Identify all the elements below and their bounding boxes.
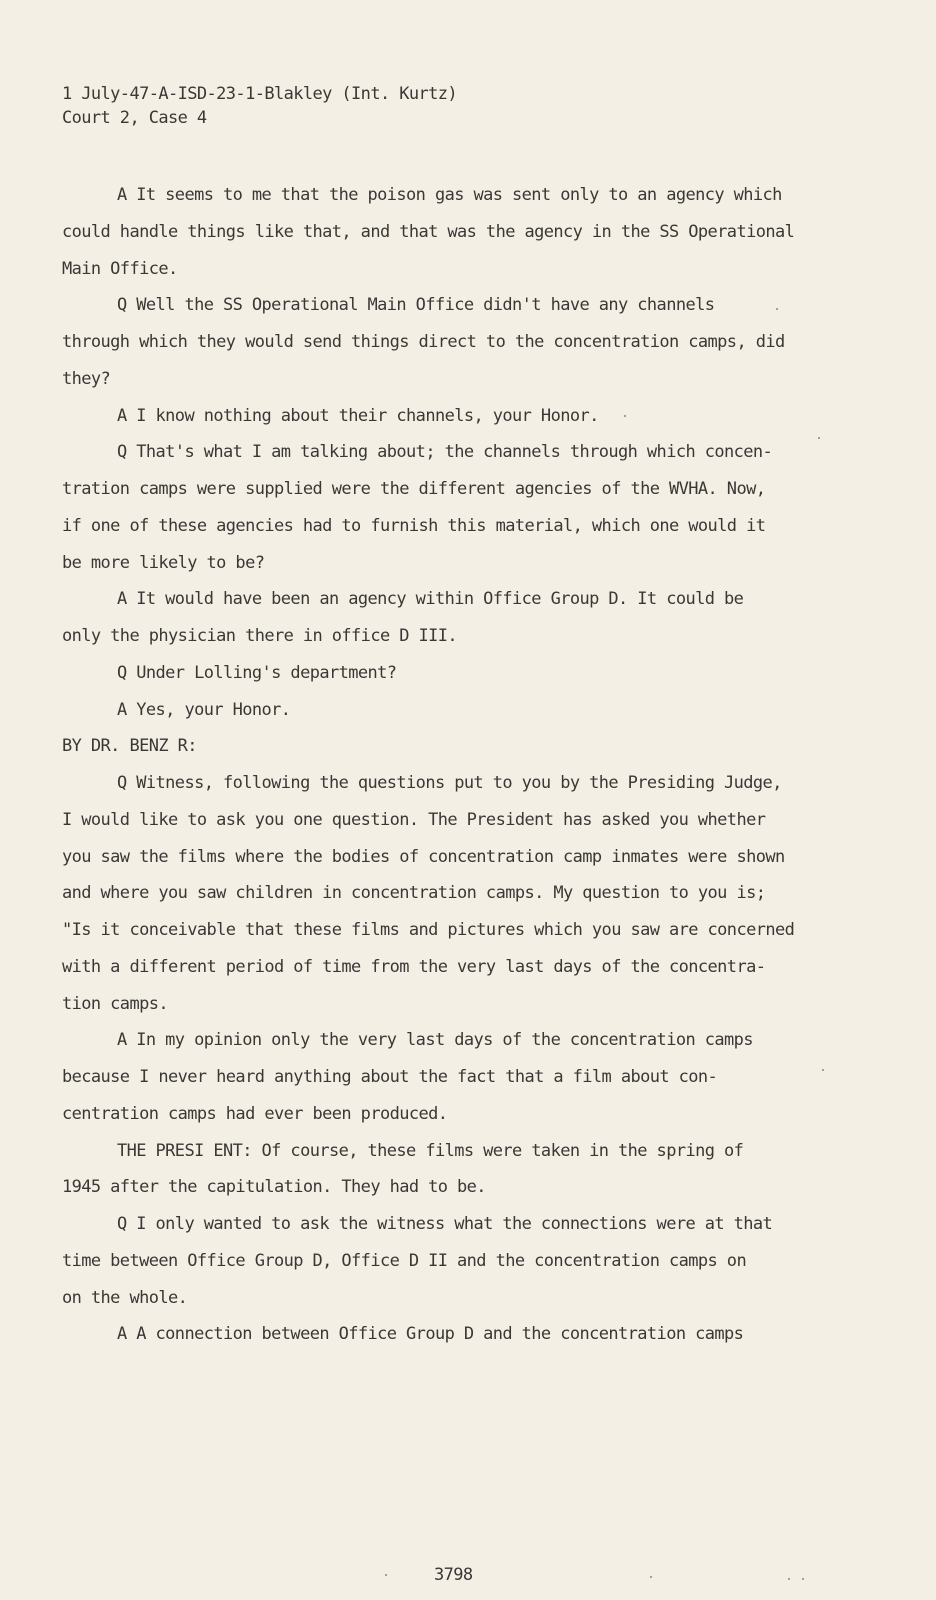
transcript-line: 1945 after the capitulation. They had to be. (62, 1177, 486, 1198)
transcript-line: with a different period of time from the very last days of the concentra- (62, 956, 766, 977)
examination-heading: BY DR. BENZ R: (62, 736, 197, 757)
transcript-line: I would like to ask you one question. The President has asked you whether (62, 809, 766, 830)
transcript-line: A In my opinion only the very last days of the concentration camps (117, 1030, 753, 1051)
transcript-line: be more likely to be? (62, 552, 265, 573)
transcript-line: Q Under Lolling's department? (117, 662, 397, 683)
transcript-line: A Yes, your Honor. (117, 699, 291, 720)
transcript-line: could handle things like that, and that was the agency in the SS Operational (62, 221, 795, 242)
transcript-line: Q Well the SS Operational Main Office didn't have any channels (117, 295, 715, 316)
transcript-line: "Is it conceivable that these films and pictures which you saw are concerned (62, 920, 795, 940)
transcript-line: A It seems to me that the poison gas was sent only to an agency which (117, 185, 782, 205)
transcript-line: tion camps. (62, 993, 168, 1014)
header-reference-line: 1 July-47-A-ISD-23-1-Blakley (Int. Kurtz) (62, 84, 458, 104)
page-number: 3798 (434, 1565, 473, 1585)
transcript-line: centration camps had ever been produced. (62, 1103, 448, 1124)
transcript-line: they? (62, 368, 111, 389)
paper-speck (385, 1574, 387, 1576)
paper-speck (650, 1576, 652, 1578)
document-header (62, 82, 457, 130)
transcript-line: A I know nothing about their channels, your Honor. (117, 405, 599, 426)
transcript-line: A A connection between Office Group D and the concentration camps (117, 1324, 744, 1345)
transcript-line: THE PRESI ENT: Of course, these films were taken in the spring of (117, 1140, 744, 1161)
transcript-line: Main Office. (62, 258, 178, 279)
transcript-line: time between Office Group D, Office D II and the concentration camps on (62, 1250, 747, 1271)
paper-speck (822, 1069, 824, 1071)
transcript-line: you saw the films where the bodies of concentration camp inmates were shown (62, 846, 785, 867)
paper-speck (624, 415, 626, 417)
paper-speck (818, 437, 820, 439)
transcript-line: A It would have been an agency within Office Group D. It could be (117, 589, 744, 610)
transcript-line: through which they would send things direct to the concentration camps, did (62, 332, 785, 352)
transcript-line: on the whole. (62, 1287, 188, 1308)
transcript-line: tration camps were supplied were the different agencies of the WVHA. Now, (62, 479, 766, 499)
transcript-line: only the physician there in office D III. (62, 626, 458, 646)
transcript-line: if one of these agencies had to furnish this material, which one would it (62, 515, 766, 536)
transcript-line: Q That's what I am talking about; the channels through which concen- (117, 442, 773, 463)
transcript-line: Q Witness, following the questions put to you by the Presiding Judge, (117, 773, 782, 793)
transcript-line: because I never heard anything about the fact that a film about con- (62, 1067, 718, 1087)
header-court-line: Court 2, Case 4 (62, 108, 207, 128)
transcript-line: Q I only wanted to ask the witness what the connections were at that (117, 1214, 773, 1234)
transcript-body (62, 177, 862, 1353)
paper-speck (802, 1578, 804, 1580)
paper-speck (776, 308, 778, 310)
transcript-line: and where you saw children in concentration camps. My question to you is; (62, 883, 766, 904)
paper-speck (788, 1578, 790, 1580)
